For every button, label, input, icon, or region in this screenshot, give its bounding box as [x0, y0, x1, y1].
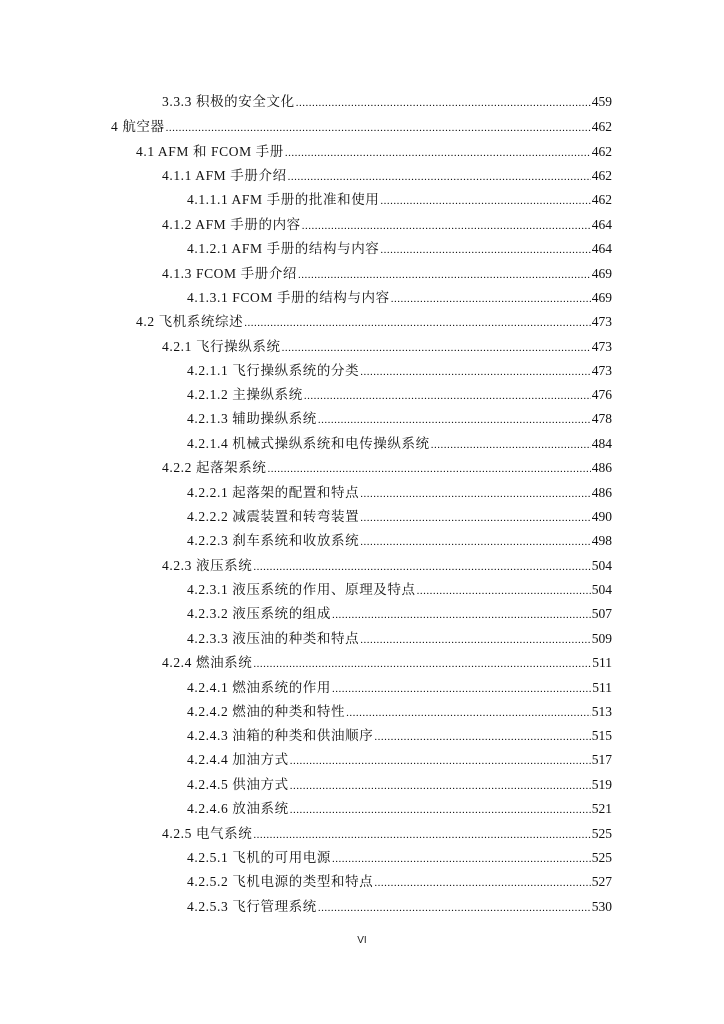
toc-entry-page: 525	[591, 850, 612, 865]
toc-entry-label: 4.2.3.3 液压油的种类和特点	[187, 631, 360, 646]
toc-leader-dots	[318, 899, 591, 917]
toc-entry-page: 462	[591, 168, 612, 183]
toc-entry[interactable]	[162, 459, 612, 478]
toc-leader-dots	[288, 168, 591, 186]
toc-entry[interactable]	[187, 800, 612, 819]
toc-entry[interactable]	[162, 265, 612, 284]
toc-leader-dots	[360, 509, 591, 527]
toc-entry[interactable]	[187, 532, 612, 551]
toc-entry[interactable]	[187, 289, 612, 308]
toc-leader-dots	[360, 363, 591, 381]
toc-leader-dots	[346, 704, 591, 722]
toc-leader-dots	[360, 485, 591, 503]
toc-leader-dots	[267, 460, 590, 478]
toc-leader-dots	[290, 777, 591, 795]
page-number-footer: VI	[357, 935, 367, 946]
toc-entry[interactable]	[187, 386, 612, 405]
toc-entry[interactable]	[162, 338, 612, 357]
toc-entry-page: 515	[591, 728, 612, 743]
toc-entry-page: 469	[591, 266, 612, 281]
toc-entry-page: 504	[591, 558, 612, 573]
toc-entry-page: 473	[591, 339, 612, 354]
toc-entry-page: 519	[591, 777, 612, 792]
toc-leader-dots	[360, 631, 591, 649]
toc-entry-page: 464	[591, 217, 612, 232]
toc-leader-dots	[244, 314, 591, 332]
toc-entry-page: 473	[591, 314, 612, 329]
toc-entry[interactable]	[187, 191, 612, 210]
toc-entry-label: 4.1.3.1 FCOM 手册的结构与内容	[187, 290, 390, 305]
toc-entry-page: 504	[591, 582, 612, 597]
toc-entry[interactable]	[187, 679, 612, 698]
toc-entry-label: 4.2 飞机系统综述	[136, 314, 244, 329]
toc-entry[interactable]	[136, 143, 612, 162]
toc-leader-dots	[391, 290, 591, 308]
toc-leader-dots	[360, 533, 591, 551]
toc-entry-label: 4.2.4.5 供油方式	[187, 777, 289, 792]
toc-leader-dots	[253, 826, 590, 844]
toc-entry-page: 490	[591, 509, 612, 524]
toc-entry-label: 4.2.3.2 液压系统的组成	[187, 606, 331, 621]
toc-entry-label: 4.2.2.3 刹车系统和收放系统	[187, 533, 360, 548]
toc-entry[interactable]	[162, 93, 612, 112]
toc-entry-page: 498	[591, 533, 612, 548]
toc-entry[interactable]	[187, 581, 612, 600]
toc-entry[interactable]	[162, 825, 612, 844]
toc-entry-page: 476	[591, 387, 612, 402]
toc-entry-label: 4.1.2 AFM 手册的内容	[162, 217, 301, 232]
toc-entry[interactable]	[187, 776, 612, 795]
toc-entry-page: 513	[591, 704, 612, 719]
toc-leader-dots	[253, 655, 591, 673]
toc-leader-dots	[318, 411, 591, 429]
toc-leader-dots	[166, 119, 591, 137]
toc-entry[interactable]	[162, 216, 612, 235]
toc-leader-dots	[380, 192, 590, 210]
toc-entry[interactable]	[187, 508, 612, 527]
toc-entry-label: 4.2.5.1 飞机的可用电源	[187, 850, 331, 865]
toc-entry-label: 4.2.2.2 减震装置和转弯装置	[187, 509, 360, 524]
toc-entry[interactable]	[187, 898, 612, 917]
toc-entry-label: 4.1.1.1 AFM 手册的批准和使用	[187, 192, 380, 207]
toc-entry-label: 4.2.2.1 起落架的配置和特点	[187, 485, 360, 500]
toc-leader-dots	[298, 266, 591, 284]
toc-entry[interactable]	[187, 630, 612, 649]
toc-entry[interactable]	[187, 727, 612, 746]
toc-entry-label: 4.2.5 电气系统	[162, 826, 253, 841]
toc-entry-label: 4.2.1.1 飞行操纵系统的分类	[187, 363, 360, 378]
toc-entry-page: 521	[591, 801, 612, 816]
toc-entry-label: 4.2.3.1 液压系统的作用、原理及特点	[187, 582, 416, 597]
toc-entry[interactable]	[162, 654, 612, 673]
toc-entry-label: 4.2.1.4 机械式操纵系统和电传操纵系统	[187, 436, 430, 451]
toc-entry-page: 511	[592, 655, 612, 670]
toc-entry-page: 478	[591, 411, 612, 426]
toc-entry-page: 459	[591, 94, 612, 109]
toc-leader-dots	[296, 94, 591, 112]
toc-leader-dots	[431, 436, 591, 454]
toc-entry-label: 4.1.2.1 AFM 手册的结构与内容	[187, 241, 380, 256]
toc-entry-page: 517	[591, 752, 612, 767]
toc-entry[interactable]	[162, 167, 612, 186]
toc-entry-label: 4.2.1.3 辅助操纵系统	[187, 411, 317, 426]
toc-leader-dots	[285, 144, 591, 162]
toc-entry-page: 484	[591, 436, 612, 451]
toc-entry-label: 4.2.4.6 放油系统	[187, 801, 289, 816]
toc-entry-page: 509	[591, 631, 612, 646]
toc-entry-page: 527	[591, 874, 612, 889]
toc-entry[interactable]	[187, 484, 612, 503]
toc-entry[interactable]	[187, 751, 612, 770]
toc-entry-label: 4.2.5.2 飞机电源的类型和特点	[187, 874, 374, 889]
toc-entry-label: 4.2.5.3 飞行管理系统	[187, 899, 317, 914]
toc-entry-label: 4.2.1 飞行操纵系统	[162, 339, 281, 354]
toc-entry-page: 473	[591, 363, 612, 378]
toc-entry-label: 4.2.2 起落架系统	[162, 460, 267, 475]
toc-leader-dots	[332, 606, 591, 624]
toc-entry[interactable]	[136, 313, 612, 332]
toc-entry-page: 464	[591, 241, 612, 256]
toc-leader-dots	[302, 217, 591, 235]
toc-entry[interactable]	[111, 118, 612, 137]
toc-entry-page: 462	[591, 119, 612, 134]
toc-entry-label: 4 航空器	[111, 119, 165, 134]
toc-leader-dots	[332, 680, 591, 698]
toc-entry-label: 3.3.3 积极的安全文化	[162, 94, 295, 109]
toc-entry[interactable]	[187, 240, 612, 259]
toc-entry-page: 486	[591, 460, 612, 475]
toc-leader-dots	[290, 801, 591, 819]
toc-entry-label: 4.2.4.1 燃油系统的作用	[187, 680, 331, 695]
toc-entry[interactable]	[187, 703, 612, 722]
toc-entry-page: 525	[591, 826, 612, 841]
toc-entry-page: 530	[591, 899, 612, 914]
toc-entry[interactable]	[187, 873, 612, 892]
toc-entry-label: 4.2.3 液压系统	[162, 558, 253, 573]
toc-entry[interactable]	[187, 849, 612, 868]
toc-entry[interactable]	[187, 605, 612, 624]
toc-entry[interactable]	[187, 362, 612, 381]
toc-entry-label: 4.2.4.2 燃油的种类和特性	[187, 704, 346, 719]
toc-entry-label: 4.2.4 燃油系统	[162, 655, 253, 670]
toc-leader-dots	[374, 874, 590, 892]
toc-entry-page: 511	[592, 680, 612, 695]
toc-entry-label: 4.2.4.4 加油方式	[187, 752, 289, 767]
toc-entry-label: 4.1 AFM 和 FCOM 手册	[136, 144, 284, 159]
toc-entry-page: 469	[591, 290, 612, 305]
toc-entry-page: 462	[591, 144, 612, 159]
toc-entry-label: 4.1.3 FCOM 手册介绍	[162, 266, 298, 281]
toc-leader-dots	[290, 752, 591, 770]
toc-entry[interactable]	[187, 410, 612, 429]
toc-entry-label: 4.1.1 AFM 手册介绍	[162, 168, 287, 183]
toc-entry-label: 4.2.1.2 主操纵系统	[187, 387, 303, 402]
toc-leader-dots	[304, 387, 591, 405]
toc-entry-page: 507	[591, 606, 612, 621]
toc-leader-dots	[332, 850, 591, 868]
toc-leader-dots	[282, 339, 591, 357]
toc-entry[interactable]	[162, 557, 612, 576]
toc-leader-dots	[374, 728, 590, 746]
toc-leader-dots	[253, 558, 590, 576]
toc-leader-dots	[417, 582, 591, 600]
toc-entry-page: 486	[591, 485, 612, 500]
toc-entry-label: 4.2.4.3 油箱的种类和供油顺序	[187, 728, 374, 743]
toc-entry-page: 462	[591, 192, 612, 207]
toc-entry[interactable]	[187, 435, 612, 454]
toc-leader-dots	[380, 241, 590, 259]
